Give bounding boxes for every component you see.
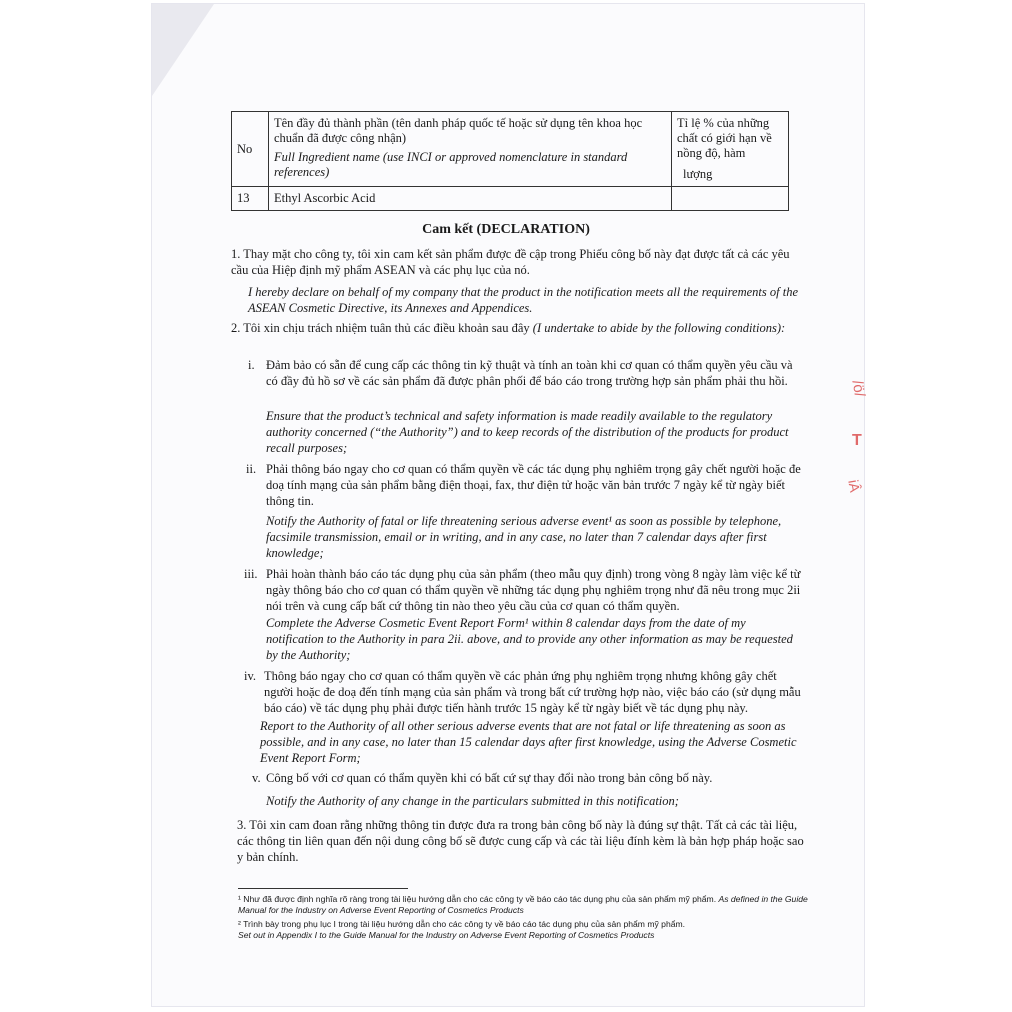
row-ratio bbox=[672, 187, 789, 211]
sub-iv-number: iv. bbox=[244, 669, 257, 683]
table-header-row bbox=[232, 112, 789, 187]
footnote-1 bbox=[238, 894, 808, 916]
sub-iii-vi: Phải hoàn thành báo cáo tác dụng phụ của sản phẩm (theo mẫu quy định) trong vòng 8 ngày làm việc kể từ ngày thông báo cho cơ quan có thẩm quyền về những tác dụng phụ nghiêm trọng như đã nêu trong mục 2ii nói trên và cung cấp bất cứ thông tin nào theo yêu cầu của cơ quan có thẩm quyền. bbox=[266, 567, 801, 613]
table-row bbox=[232, 187, 789, 211]
footnote-1-vi: ¹ Như đã được định nghĩa rõ ràng trong tài liệu hướng dẫn cho các công ty về báo cáo tác dụng phụ của sản phẩm mỹ phẩm. bbox=[238, 894, 717, 904]
sub-ii-vi: Phải thông báo ngay cho cơ quan có thẩm quyền về các tác dụng phụ nghiêm trọng gây chết người hoặc đe doạ tính mạng của sản phẩm bằng điện thoại, fax, thư điện tử hoặc văn bản trước 7 ngày kể từ ngày biết thông tin. bbox=[266, 462, 801, 508]
sub-i-number: i. bbox=[248, 358, 255, 372]
sub-iv-en: Report to the Authority of all other serious adverse events that are not fatal or life threatening as soon as possible, and in any case, no later than 15 calendar days after first knowledge, using the Adverse Cosmetic Event Report Form; bbox=[260, 719, 797, 765]
header-ratio bbox=[672, 112, 789, 187]
item-2-vi: 2. Tôi xin chịu trách nhiệm tuân thủ các điều khoản sau đây bbox=[231, 321, 530, 335]
sub-ii-number: ii. bbox=[246, 462, 257, 476]
header-no: No bbox=[232, 112, 269, 187]
stamp-fragment: iÂ bbox=[845, 478, 864, 494]
header-ratio-vi: Tỉ lệ % của những chất có giới hạn về nồng độ, hàm bbox=[677, 116, 772, 160]
item-2-en: (I undertake to abide by the following conditions): bbox=[532, 321, 786, 335]
sub-i-en: Ensure that the product’s technical and safety information is made readily available to the regulatory authority concerned (“the Authority”) and to keep records of the distribution of the products for product recall purposes; bbox=[266, 409, 789, 455]
sub-iii-en: Complete the Adverse Cosmetic Event Report Form¹ within 8 calendar days from the date of my notification to the Authority in para 2ii. above, and to provide any other information as may be requested by the Authority; bbox=[266, 616, 793, 662]
header-ingredient-name bbox=[269, 112, 672, 187]
footnote-2 bbox=[238, 919, 808, 941]
sub-ii-en: Notify the Authority of fatal or life threatening serious adverse event¹ as soon as possible by telephone, facsimile transmission, email or in writing, and in any case, no later than 7 calendar days after first knowledge; bbox=[266, 514, 782, 560]
sub-v-number: v. bbox=[252, 771, 261, 785]
item-3: 3. Tôi xin cam đoan rằng những thông tin được đưa ra trong bản công bố này là đúng sự thật. Tất cả các tài liệu, các thông tin liên quan đến nội dung công bố sẽ được cung cấp và các tài liệu đính kèm là bản hợp pháp hoặc sao y bản chính. bbox=[237, 818, 804, 864]
folded-corner bbox=[152, 4, 214, 96]
item-1-en: I hereby declare on behalf of my company that the product in the notification meets all the requirements of the ASEAN Cosmetic Directive, its Annexes and Appendices. bbox=[248, 285, 798, 315]
stamp-fragment: T bbox=[852, 432, 862, 449]
sub-v-en: Notify the Authority of any change in the particulars submitted in this notification; bbox=[266, 794, 679, 808]
sub-iv-vi: Thông báo ngay cho cơ quan có thẩm quyền về các phản ứng phụ nghiêm trọng nhưng không gây chết người hoặc đe doạ đến tính mạng của sản phẩm và trong bất cứ trường hợp nào, việc báo cáo (sử dụng mẫu báo cáo) về tác dụng phụ phải được tiến hành trước 15 ngày kể từ ngày biết về tác dụng phụ này. bbox=[264, 669, 801, 715]
footnote-divider bbox=[238, 888, 408, 889]
item-1-vi: 1. Thay mặt cho công ty, tôi xin cam kết sản phẩm được đề cập trong Phiếu công bố này đạt được tất cả các yêu cầu của Hiệp định mỹ phẩm ASEAN và các phụ lục của nó. bbox=[231, 247, 790, 277]
row-name: Ethyl Ascorbic Acid bbox=[269, 187, 672, 211]
footnote-2-en: Set out in Appendix I to the Guide Manual for the Industry on Adverse Event Reporting of Cosmetics Products bbox=[238, 930, 655, 940]
sub-v-vi: Công bố với cơ quan có thẩm quyền khi có bất cứ sự thay đổi nào trong bản công bố này. bbox=[266, 771, 713, 785]
ingredient-table bbox=[231, 111, 789, 211]
sub-i-vi: Đảm bảo có sẵn để cung cấp các thông tin kỹ thuật và tính an toàn khi cơ quan có thẩm quyền yêu cầu và có đầy đủ hồ sơ về các sản phẩm đã được phân phối để báo cáo trong trường hợp sản phẩm phải thu hồi. bbox=[266, 358, 793, 388]
header-name-en: Full Ingredient name (use INCI or approved nomenclature in standard references) bbox=[274, 150, 628, 179]
row-no: 13 bbox=[232, 187, 269, 211]
stamp-fragment: /ö/ bbox=[848, 378, 869, 399]
declaration-title: Cam kết (DECLARATION) bbox=[422, 222, 590, 237]
footnote-2-vi: ² Trình bày trong phụ lục I trong tài liệu hướng dẫn cho các công ty về báo cáo tác dụng phụ của sản phẩm mỹ phẩm. bbox=[238, 919, 686, 929]
header-name-vi: Tên đầy đủ thành phần (tên danh pháp quốc tế hoặc sử dụng tên khoa học chuẩn đã được công nhận) bbox=[274, 116, 643, 145]
header-ratio-vi2: lượng bbox=[683, 167, 713, 181]
item-2 bbox=[231, 320, 805, 336]
sub-iii-number: iii. bbox=[244, 567, 258, 581]
footnote-1-en: As defined in the Guide Manual for the Industry on Adverse Event Reporting of Cosmetics Products bbox=[238, 894, 808, 915]
